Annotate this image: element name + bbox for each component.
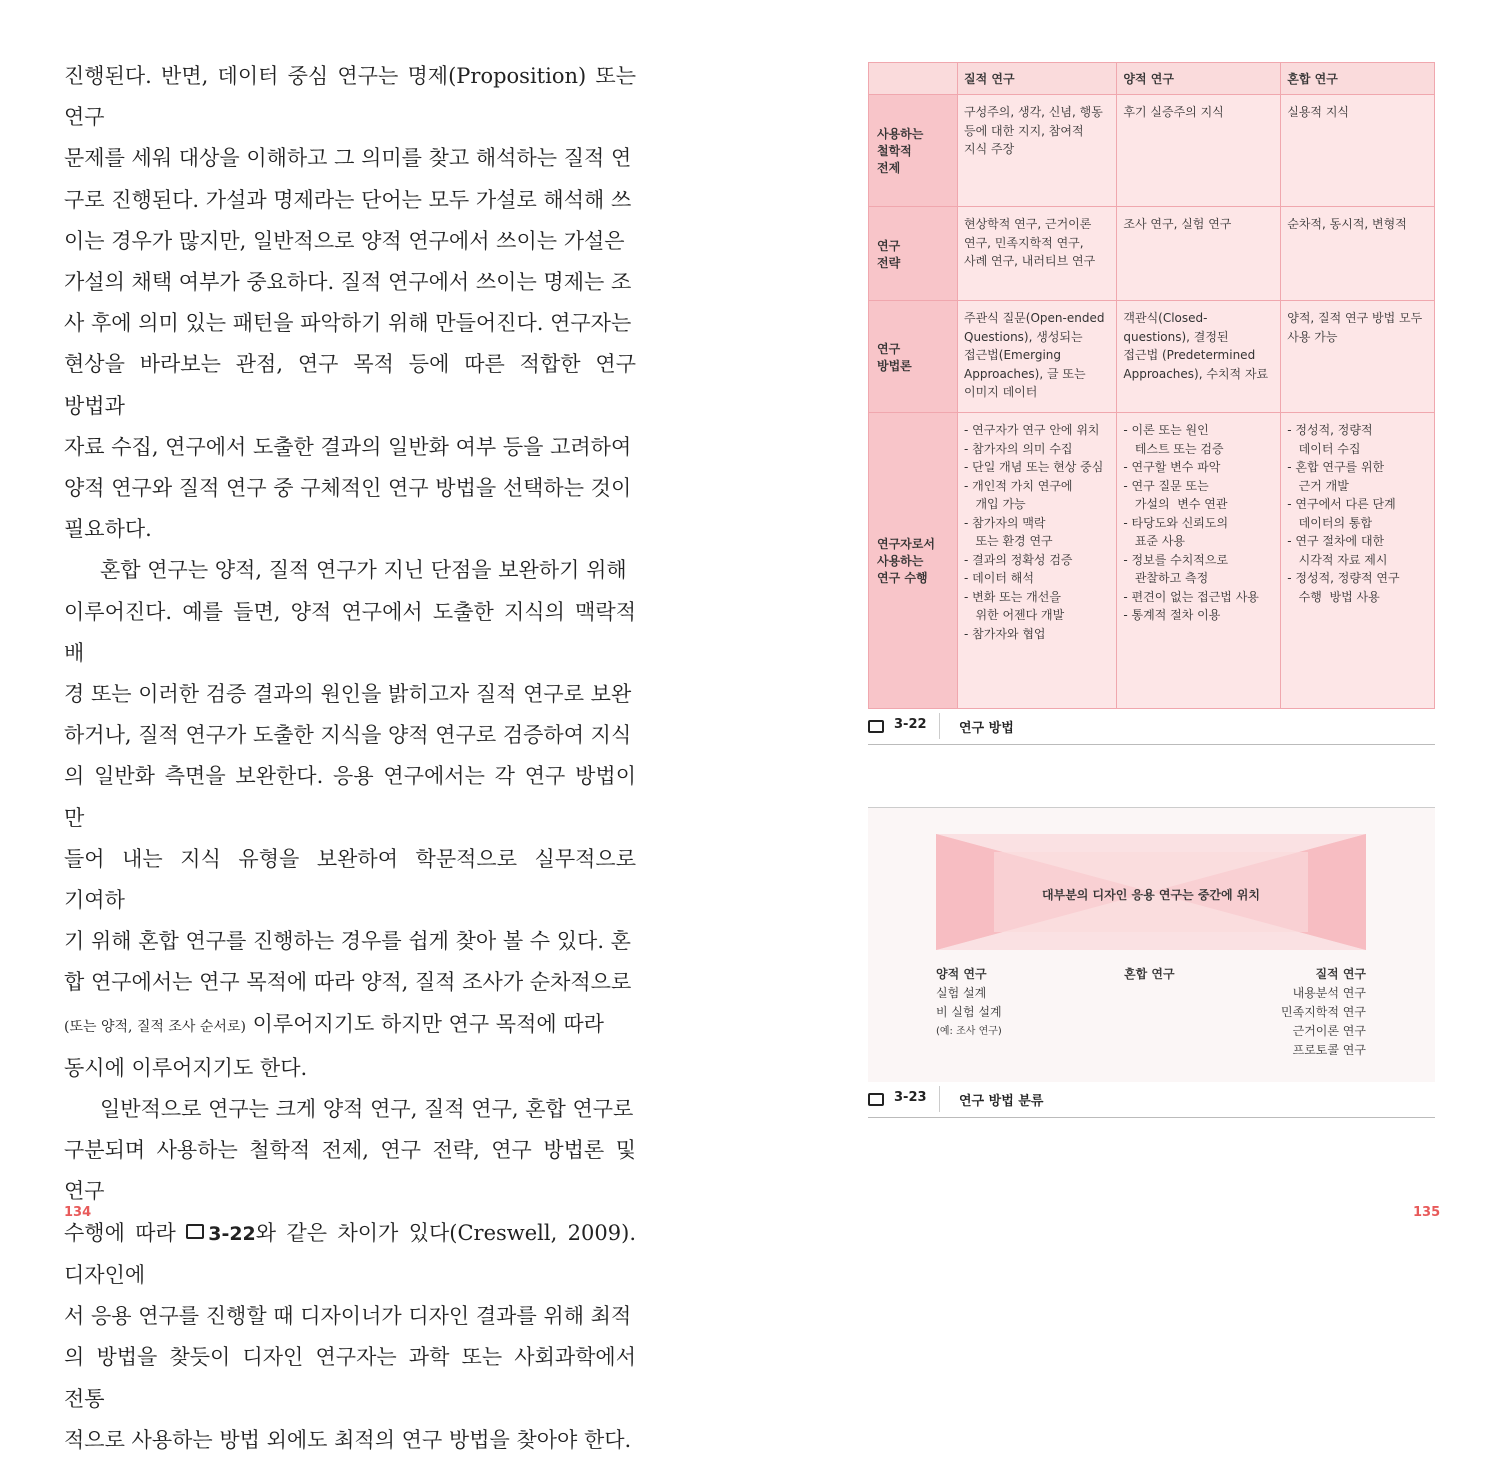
cell-line: 시각적 자료 제시 bbox=[1287, 552, 1388, 567]
caption-divider bbox=[939, 713, 940, 739]
cell-line: 사례 연구, 내러티브 연구 bbox=[964, 254, 1096, 268]
row-label-line: 전략 bbox=[877, 255, 901, 270]
table-cell bbox=[1117, 413, 1281, 709]
cell-line: - 이론 또는 원인 bbox=[1123, 423, 1209, 437]
cell-line: 데이터의 통합 bbox=[1287, 515, 1373, 530]
figure-caption-3-22 bbox=[868, 708, 1435, 745]
cell-line: 등에 대한 지지, 참여적 bbox=[964, 123, 1084, 138]
cell-line: questions), 결정된 bbox=[1123, 329, 1229, 344]
cell-line: 순차적, 동시적, 변형적 bbox=[1287, 217, 1407, 231]
caption-title: 연구 방법 bbox=[959, 721, 1014, 736]
table-cell bbox=[1281, 413, 1435, 709]
text-line: 이는 경우가 많지만, 일반적으로 양적 연구에서 쓰이는 가설은 bbox=[64, 228, 625, 253]
research-methods-table bbox=[868, 62, 1435, 709]
cell-line: 수행 방법 사용 bbox=[1287, 589, 1380, 604]
cell-line: - 데이터 해석 bbox=[964, 571, 1034, 585]
column-heading: 양적 연구 bbox=[936, 967, 987, 981]
research-classification-figure bbox=[868, 807, 1435, 1082]
table-row bbox=[869, 413, 1435, 709]
row-label-line: 연구 bbox=[877, 238, 901, 253]
cell-line: - 연구할 변수 파악 bbox=[1123, 460, 1221, 474]
text-line: 동시에 이루어지기도 한다. bbox=[64, 1055, 308, 1080]
figure-caption-3-23 bbox=[868, 1081, 1435, 1118]
cell-line: 객관식(Closed- bbox=[1123, 311, 1208, 325]
table-body bbox=[869, 95, 1435, 709]
text-line: 구로 진행된다. 가설과 명제라는 단어는 모두 가설로 해석해 쓰 bbox=[64, 187, 632, 212]
column-heading: 혼합 연구 bbox=[1124, 967, 1175, 981]
cell-line: 지식 주장 bbox=[964, 142, 1015, 156]
cell-line: - 타당도와 신뢰도의 bbox=[1123, 515, 1229, 530]
cell-line: 이미지 데이터 bbox=[964, 385, 1038, 399]
table-header-row bbox=[869, 63, 1435, 95]
cell-line: 표준 사용 bbox=[1123, 534, 1186, 548]
table-cell bbox=[1117, 301, 1281, 413]
column-header: 질적 연구 bbox=[958, 63, 1117, 95]
page-number-right: 135 bbox=[1413, 1205, 1441, 1220]
cell-line: - 연구자가 연구 안에 위치 bbox=[964, 423, 1100, 437]
caption-title: 연구 방법 분류 bbox=[959, 1094, 1044, 1109]
list-item: 근거이론 연구 bbox=[1292, 1024, 1366, 1038]
cell-line: 개입 가능 bbox=[964, 497, 1026, 511]
text-line: 진행된다. 반면, 데이터 중심 연구는 명제(Proposition) 또는 연구 bbox=[64, 64, 636, 130]
cell-line: 사용 가능 bbox=[1287, 329, 1338, 344]
cell-line: - 정성적, 정량적 bbox=[1287, 423, 1373, 437]
text-span: 수행에 따라 bbox=[64, 1220, 187, 1245]
row-label bbox=[869, 207, 958, 301]
column-header: 혼합 연구 bbox=[1281, 63, 1435, 95]
table-cell bbox=[1117, 207, 1281, 301]
text-line: 문제를 세워 대상을 이해하고 그 의미를 찾고 해석하는 질적 연 bbox=[64, 146, 632, 171]
table-row bbox=[869, 207, 1435, 301]
row-label-line: 연구자로서 bbox=[877, 537, 935, 551]
table-row bbox=[869, 95, 1435, 207]
paragraph-2-end bbox=[64, 1004, 636, 1089]
caption-number: 3-22 bbox=[894, 717, 927, 732]
cell-line: 양적, 질적 연구 방법 모두 bbox=[1287, 311, 1423, 325]
table-row bbox=[869, 301, 1435, 413]
paragraph-1 bbox=[64, 56, 636, 550]
cell-line: - 정보를 수치적으로 bbox=[1123, 552, 1229, 567]
text-line: 양적 연구와 질적 연구 중 구체적인 연구 방법을 선택하는 것이 bbox=[64, 476, 632, 501]
cell-line: - 참가자의 맥락 bbox=[964, 515, 1046, 530]
cell-line: 조사 연구, 실험 연구 bbox=[1123, 217, 1232, 231]
caption-divider bbox=[939, 1086, 940, 1112]
table-cell bbox=[958, 95, 1117, 207]
cell-line: 구성주의, 생각, 신념, 행동 bbox=[964, 105, 1103, 119]
text-span: 이루어지기도 하지만 연구 목적에 따라 bbox=[245, 1011, 604, 1036]
cell-line: - 연구 질문 또는 bbox=[1123, 478, 1209, 493]
cell-line: - 혼합 연구를 위한 bbox=[1287, 460, 1385, 474]
table-cell bbox=[1281, 301, 1435, 413]
text-line: 경 또는 이러한 검증 결과의 원인을 밝히고자 질적 연구로 보완 bbox=[64, 682, 632, 707]
cell-line: 또는 환경 연구 bbox=[964, 534, 1053, 548]
cell-line: 접근법 (Predetermined bbox=[1123, 348, 1256, 362]
cell-line: 데이터 수집 bbox=[1287, 441, 1361, 456]
row-label-line: 사용하는 bbox=[877, 554, 924, 568]
table-cell bbox=[1117, 95, 1281, 207]
text-line: 기 위해 혼합 연구를 진행하는 경우를 쉽게 찾아 볼 수 있다. 혼 bbox=[64, 929, 631, 954]
row-label bbox=[869, 95, 958, 207]
column-header: 양적 연구 bbox=[1117, 63, 1281, 95]
cell-line: 주관식 질문(Open-ended bbox=[964, 311, 1105, 325]
paragraph-2 bbox=[64, 550, 636, 1003]
left-page-body bbox=[64, 56, 636, 1461]
cell-line: 근거 개발 bbox=[1287, 478, 1349, 493]
figure-icon bbox=[868, 720, 884, 733]
text-line: 사 후에 의미 있는 패턴을 파악하기 위해 만들어진다. 연구자는 bbox=[64, 311, 632, 336]
list-item: 실험 설계 bbox=[936, 986, 987, 1000]
row-label bbox=[869, 301, 958, 413]
text-line: 의 방법을 찾듯이 디자인 연구자는 과학 또는 사회과학에서 전통 bbox=[64, 1345, 636, 1411]
row-label-line: 방법론 bbox=[877, 358, 912, 373]
center-label: 대부분의 디자인 응용 연구는 중간에 위치 bbox=[1042, 888, 1260, 902]
cell-line: 현상학적 연구, 근거이론 bbox=[964, 217, 1092, 231]
table-cell bbox=[1281, 207, 1435, 301]
table-cell bbox=[1281, 95, 1435, 207]
list-note: (예: 조사 연구) bbox=[936, 1026, 1002, 1037]
cell-line: - 결과의 정확성 검증 bbox=[964, 552, 1073, 567]
text-line: 필요하다. bbox=[64, 517, 152, 542]
cell-line: 실용적 지식 bbox=[1287, 105, 1350, 119]
figure-ref-number: 3-22 bbox=[208, 1222, 256, 1245]
table-cell bbox=[958, 413, 1117, 709]
row-label-line: 연구 수행 bbox=[877, 571, 928, 585]
text-line: 일반적으로 연구는 크게 양적 연구, 질적 연구, 혼합 연구로 bbox=[100, 1097, 634, 1122]
text-line: 현상을 바라보는 관점, 연구 목적 등에 따른 적합한 연구 방법과 bbox=[64, 352, 636, 418]
list-item: 프로토콜 연구 bbox=[1292, 1043, 1366, 1057]
paragraph-3 bbox=[64, 1089, 636, 1461]
cell-line: 연구, 민족지학적 연구, bbox=[964, 235, 1084, 250]
text-line: 하거나, 질적 연구가 도출한 지식을 양적 연구로 검증하여 지식 bbox=[64, 723, 632, 748]
cell-line: 후기 실증주의 지식 bbox=[1123, 105, 1224, 119]
column-heading: 질적 연구 bbox=[1315, 967, 1366, 981]
row-label-line: 전제 bbox=[877, 161, 901, 175]
cell-line: - 참가자와 협업 bbox=[964, 626, 1046, 641]
list-item: 비 실험 설계 bbox=[936, 1005, 1002, 1019]
table-cell bbox=[958, 207, 1117, 301]
cell-line: - 변화 또는 개선을 bbox=[964, 589, 1061, 604]
cell-line: - 연구 절차에 대한 bbox=[1287, 534, 1385, 548]
row-label bbox=[869, 413, 958, 709]
cell-line: 위한 어젠다 개발 bbox=[964, 608, 1065, 622]
text-line: 자료 수집, 연구에서 도출한 결과의 일반화 여부 등을 고려하여 bbox=[64, 434, 632, 459]
row-label-line: 사용하는 bbox=[877, 127, 924, 141]
text-line: 합 연구에서는 연구 목적에 따라 양적, 질적 조사가 순차적으로 bbox=[64, 970, 632, 995]
qualitative-column bbox=[1248, 965, 1366, 1060]
list-item: 민족지학적 연구 bbox=[1281, 1005, 1366, 1019]
cell-line: - 편견이 없는 접근법 사용 bbox=[1123, 589, 1259, 604]
paragraph-3-rest bbox=[64, 1296, 636, 1461]
table-cell bbox=[958, 301, 1117, 413]
cell-line: - 통계적 절차 이용 bbox=[1123, 608, 1221, 622]
cell-line: Questions), 생성되는 bbox=[964, 329, 1083, 344]
cell-line: - 단일 개념 또는 현상 중심 bbox=[964, 460, 1104, 474]
text-line: 적으로 사용하는 방법 외에도 최적의 연구 방법을 찾아야 한다. bbox=[64, 1427, 632, 1452]
text-line bbox=[64, 1213, 636, 1296]
figure-reference-link[interactable] bbox=[186, 1223, 256, 1245]
text-line bbox=[64, 1004, 636, 1048]
cell-line: 테스트 또는 검증 bbox=[1123, 441, 1224, 456]
text-line: 구분되며 사용하는 철학적 전제, 연구 전략, 연구 방법론 및 연구 bbox=[64, 1138, 636, 1204]
text-line: 가설의 채택 여부가 중요하다. 질적 연구에서 쓰이는 명제는 조 bbox=[64, 270, 632, 295]
cell-line: 접근법(Emerging bbox=[964, 348, 1062, 362]
cell-line: Approaches), 글 또는 bbox=[964, 366, 1086, 381]
page-number-left: 134 bbox=[64, 1205, 92, 1220]
cell-line: - 개인적 가치 연구에 bbox=[964, 478, 1073, 493]
list-item: 내용분석 연구 bbox=[1292, 986, 1366, 1000]
text-line: 이루어진다. 예를 들면, 양적 연구에서 도출한 지식의 맥락적 배 bbox=[64, 599, 636, 665]
quantitative-column bbox=[936, 965, 1002, 1041]
caption-number: 3-23 bbox=[894, 1090, 927, 1105]
cell-line: 관찰하고 측정 bbox=[1123, 571, 1209, 585]
cell-line: - 연구에서 다른 단계 bbox=[1287, 497, 1396, 511]
cell-line: Approaches), 수치적 자료 bbox=[1123, 366, 1269, 381]
figure-icon bbox=[186, 1224, 204, 1239]
cell-line: 가설의 변수 연관 bbox=[1123, 497, 1228, 511]
cell-line: - 참가자의 의미 수집 bbox=[964, 441, 1073, 456]
text-line: 혼합 연구는 양적, 질적 연구가 지닌 단점을 보완하기 위해 bbox=[100, 558, 627, 583]
row-label-line: 철학적 bbox=[877, 144, 912, 158]
column-header bbox=[869, 63, 958, 95]
text-line: 들어 내는 지식 유형을 보완하여 학문적으로 실무적으로 기여하 bbox=[64, 846, 636, 913]
small-note: (또는 양적, 질적 조사 순서로) bbox=[64, 1018, 246, 1035]
mixed-column bbox=[1124, 965, 1175, 984]
text-line: 서 응용 연구를 진행할 때 디자이너가 디자인 결과를 위해 최적 bbox=[64, 1304, 632, 1329]
cell-line: - 정성적, 정량적 연구 bbox=[1287, 571, 1400, 585]
row-label-line: 연구 bbox=[877, 341, 901, 356]
text-span: 와 같은 차이가 있다(Creswell, 2009). 디자인에 bbox=[64, 1220, 636, 1287]
figure-icon bbox=[868, 1093, 884, 1106]
text-line: 의 일반화 측면을 보완한다. 응용 연구에서는 각 연구 방법이 만 bbox=[64, 764, 636, 830]
